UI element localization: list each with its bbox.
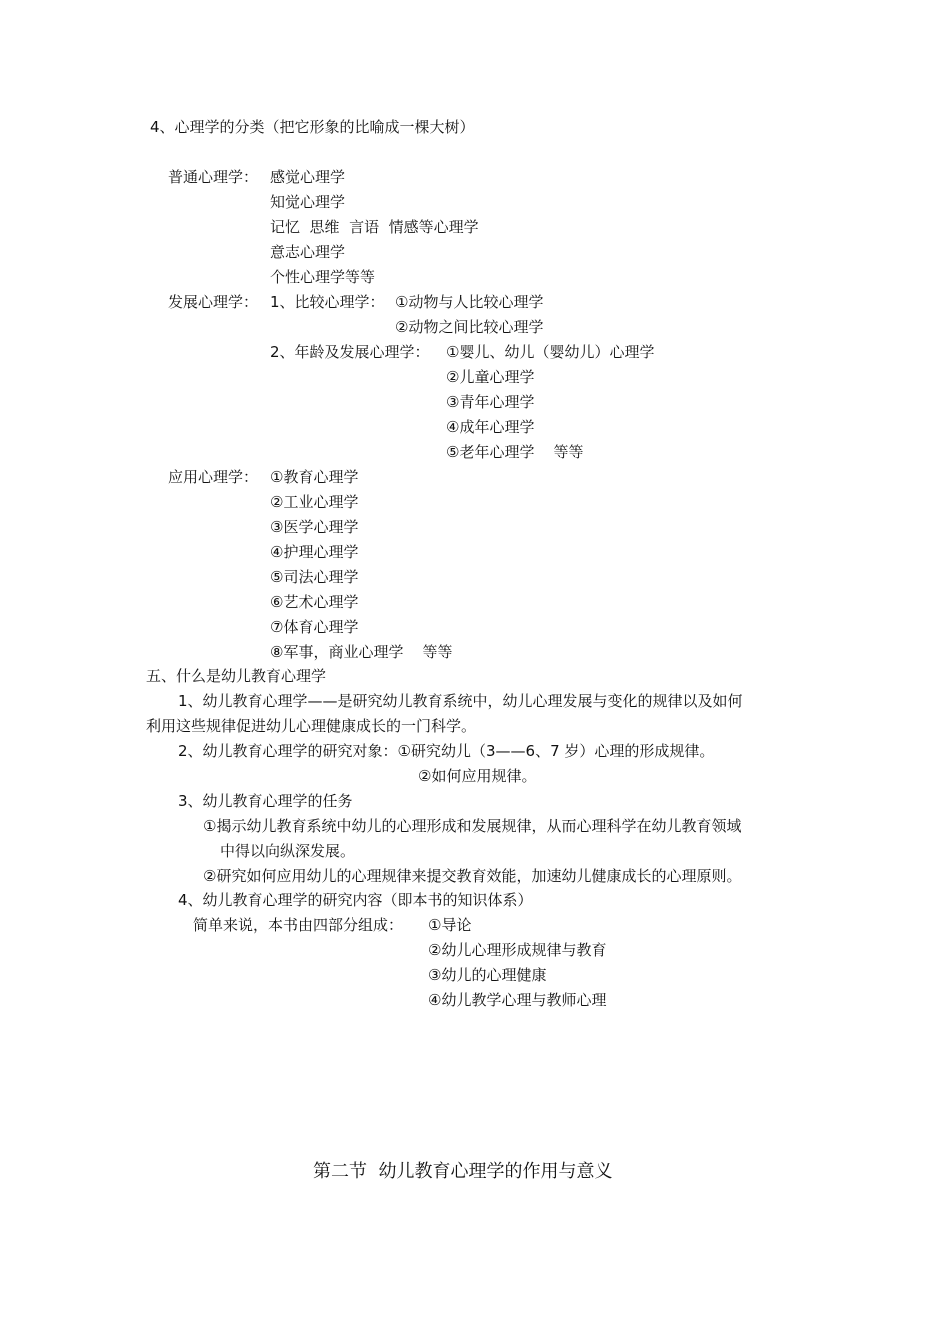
applied-item: ⑦体育心理学 [270,618,359,636]
task-2: ②研究如何应用幼儿的心理规律来提交教育效能，加速幼儿健康成长的心理原则。 [203,867,742,885]
applied-psychology-label: 应用心理学： [168,468,259,486]
comparative-item: ①动物与人比较心理学 [395,293,544,311]
research-object-line-2: ②如何应用规律。 [418,767,537,785]
classification-heading: 4、心理学的分类（把它形象的比喻成一棵大树） [150,118,475,136]
section-two-title: 第二节 幼儿教育心理学的作用与意义 [313,1161,613,1182]
age-item: ②儿童心理学 [446,368,535,386]
age-item: ①婴儿、幼儿（婴幼儿）心理学 [446,343,655,361]
applied-item: ⑧军事，商业心理学 等等 [270,643,453,661]
general-item: 记忆 思维 言语 情感等心理学 [270,218,479,236]
age-item: ⑤老年心理学 等等 [446,443,584,461]
content-part-item: ④幼儿教学心理与教师心理 [428,991,607,1009]
age-psychology-label: 2、年龄及发展心理学： [270,343,430,361]
applied-item: ⑤司法心理学 [270,568,359,586]
task-1-line-1: ①揭示幼儿教育系统中幼儿的心理形成和发展规律，从而心理科学在幼儿教育领域 [203,817,742,835]
content-part-item: ②幼儿心理形成规律与教育 [428,941,607,959]
content-intro: 简单来说，本书由四部分组成： [193,916,404,934]
section-five-heading: 五、什么是幼儿教育心理学 [146,667,327,685]
definition-line-1: 1、幼儿教育心理学——是研究幼儿教育系统中，幼儿心理发展与变化的规律以及如何 [178,692,743,710]
applied-item: ③医学心理学 [270,518,359,536]
comparative-psychology-label: 1、比较心理学： [270,293,385,311]
tasks-heading: 3、幼儿教育心理学的任务 [178,792,353,810]
applied-item: ②工业心理学 [270,493,359,511]
general-psychology-label: 普通心理学： [168,168,259,186]
general-item: 感觉心理学 [270,168,346,186]
applied-item: ⑥艺术心理学 [270,593,359,611]
content-part-item: ①导论 [428,916,472,934]
general-item: 知觉心理学 [270,193,346,211]
definition-line-2: 利用这些规律促进幼儿心理健康成长的一门科学。 [146,717,477,735]
content-part-item: ③幼儿的心理健康 [428,966,547,984]
applied-item: ④护理心理学 [270,543,359,561]
age-item: ③青年心理学 [446,393,535,411]
age-item: ④成年心理学 [446,418,535,436]
developmental-psychology-label: 发展心理学： [168,293,259,311]
content-heading: 4、幼儿教育心理学的研究内容（即本书的知识体系） [178,891,533,909]
comparative-item: ②动物之间比较心理学 [395,318,544,336]
general-item: 个性心理学等等 [270,268,376,286]
general-item: 意志心理学 [270,243,346,261]
research-object-line-1: 2、幼儿教育心理学的研究对象：①研究幼儿（3——6、7 岁）心理的形成规律。 [178,742,715,760]
applied-item: ①教育心理学 [270,468,359,486]
task-1-line-2: 中得以向纵深发展。 [220,842,356,860]
